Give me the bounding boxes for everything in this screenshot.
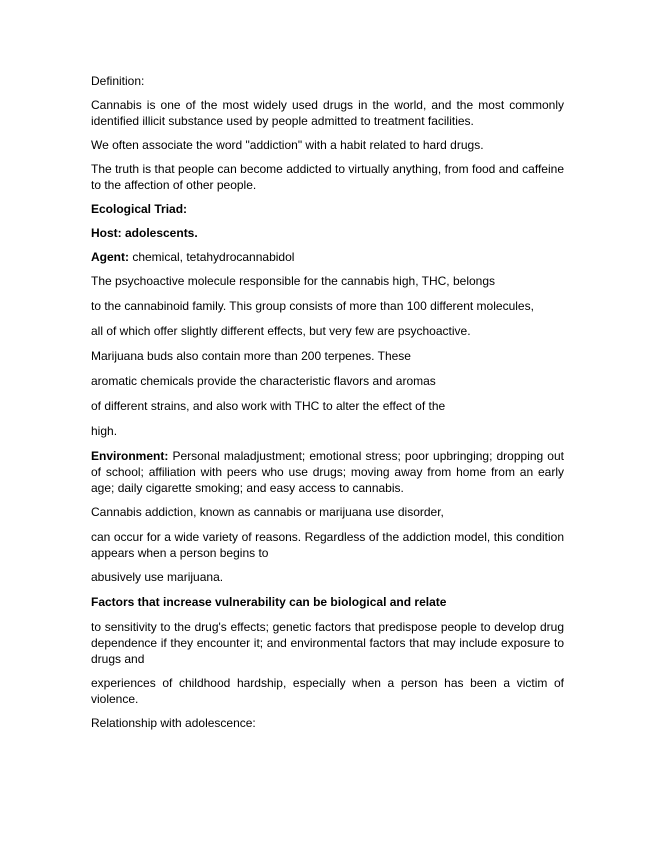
ecological-triad-heading: Ecological Triad: — [91, 202, 188, 216]
paragraph-thc-3: all of which offer slightly different effects, but very few are psychoactive. — [91, 324, 471, 338]
agent-text: chemical, tetahydrocannabidol — [129, 250, 295, 264]
paragraph-thc-1: The psychoactive molecule responsible for the cannabis high, THC, belongs — [91, 274, 496, 288]
paragraph-thc-2: to the cannabinoid family. This group consists of more than 100 different molecules, — [91, 299, 534, 313]
factors-heading: Factors that increase vulnerability can be biological and relate — [91, 595, 447, 609]
agent-label: Agent: — [91, 250, 129, 264]
paragraph-terpenes-2: aromatic chemicals provide the characteristic flavors and aromas — [91, 374, 436, 388]
paragraph-cannabis-addiction-2: can occur for a wide variety of reasons. Regardless of the addiction model, this condition appears when a person begins to — [91, 530, 564, 560]
agent-line — [91, 249, 564, 265]
paragraph-factors-2: experiences of childhood hardship, especially when a person has been a victim of violence. — [91, 676, 564, 706]
environment-text: Personal maladjustment; emotional stress; poor upbringing; dropping out of school; affiliation with peers who use drugs; moving away from home from an early age; daily cigarette smoking; and easy access to cannabis. — [91, 449, 564, 495]
paragraph-terpenes-4: high. — [91, 424, 118, 438]
paragraph-addiction-truth: The truth is that people can become addicted to virtually anything, from food and caffeine to the affection of other people. — [91, 162, 564, 192]
paragraph-terpenes-1: Marijuana buds also contain more than 200 terpenes. These — [91, 349, 411, 363]
paragraph-addiction-association: We often associate the word "addiction" with a habit related to hard drugs. — [91, 138, 484, 152]
paragraph-terpenes-3: of different strains, and also work with THC to alter the effect of the — [91, 399, 446, 413]
paragraph-cannabis-usage: Cannabis is one of the most widely used drugs in the world, and the most commonly identified illicit substance used by people admitted to treatment facilities. — [91, 98, 564, 128]
environment-label: Environment: — [91, 449, 169, 463]
definition-label: Definition: — [91, 74, 145, 88]
environment-paragraph — [91, 448, 564, 496]
relationship-label: Relationship with adolescence: — [91, 716, 256, 730]
paragraph-factors-1: to sensitivity to the drug's effects; genetic factors that predispose people to develop drug dependence if they encounter it; and environmental factors that may include exposure to drugs and — [91, 620, 564, 666]
paragraph-cannabis-addiction-1: Cannabis addiction, known as cannabis or marijuana use disorder, — [91, 505, 444, 519]
host-heading: Host: adolescents. — [91, 226, 198, 240]
paragraph-cannabis-addiction-3: abusively use marijuana. — [91, 570, 224, 584]
document-page — [91, 73, 564, 739]
